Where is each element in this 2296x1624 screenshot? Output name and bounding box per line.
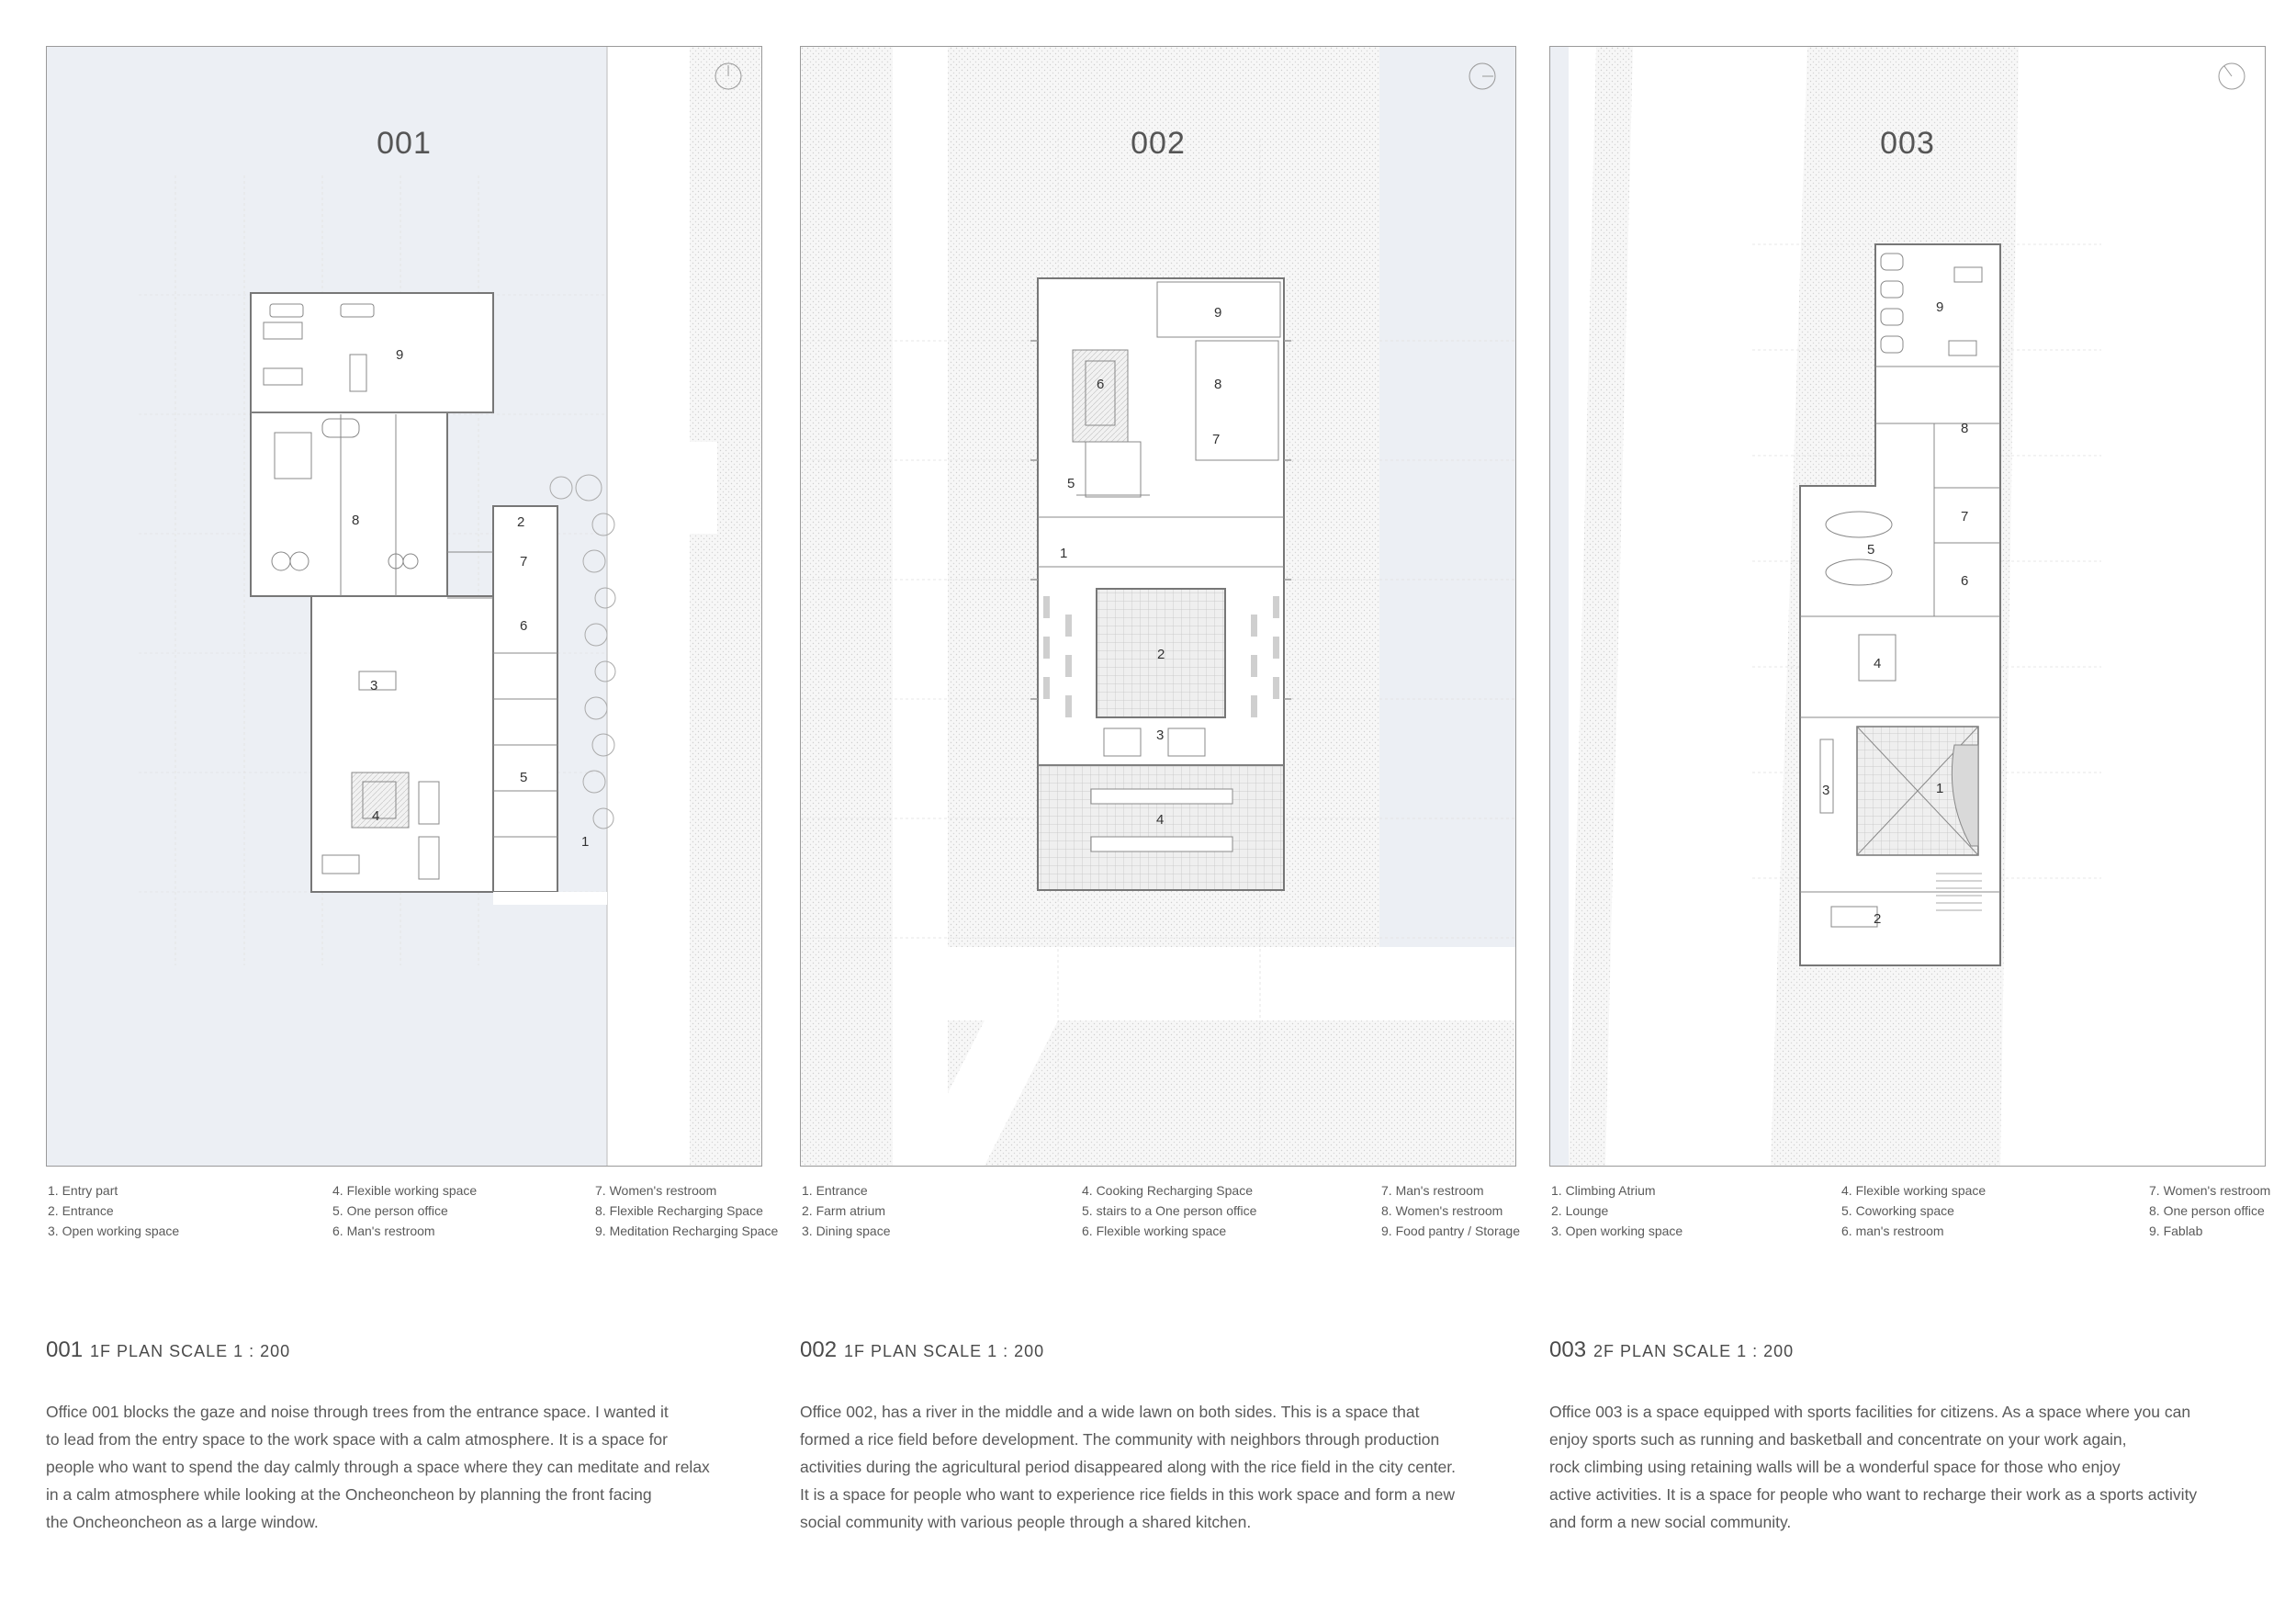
legend-item: 5. One person office (332, 1203, 448, 1218)
legend-item: 2. Entrance (48, 1203, 114, 1218)
plan-001-description (46, 1398, 781, 1536)
legend-item: 3. Dining space (802, 1224, 891, 1238)
legend-item: 6. Flexible working space (1082, 1224, 1227, 1238)
legend-item: 9. Fablab (2149, 1224, 2203, 1238)
room-number: 4 (1874, 656, 1882, 671)
room-number: 9 (1936, 299, 1944, 315)
legend-item: 7. Women's restroom (2149, 1183, 2271, 1198)
room-number: 3 (1822, 783, 1830, 798)
heading-number: 002 (800, 1337, 838, 1362)
room-number: 4 (1156, 812, 1165, 828)
plan-002-panel (800, 46, 1516, 1167)
room-number: 3 (370, 678, 378, 694)
room-number: 6 (1961, 573, 1969, 589)
description-line: Office 003 is a space equipped with sports facilities for citizens. As a space where you can (1549, 1403, 2191, 1421)
plan-001-legend-col-3 (595, 1180, 778, 1241)
plan-002-description (800, 1398, 1535, 1536)
plan-003-description (1549, 1398, 2284, 1536)
legend-item: 1. Climbing Atrium (1551, 1183, 1656, 1198)
legend-item: 7. Man's restroom (1381, 1183, 1484, 1198)
plan-001-legend-col-2 (332, 1180, 477, 1241)
plan-003-panel (1549, 46, 2266, 1167)
plan-003-drawing (1550, 47, 2265, 1166)
description-line: formed a rice field before development. The community with neighbors through production (800, 1430, 1440, 1449)
legend-item: 9. Meditation Recharging Space (595, 1224, 779, 1238)
description-line: to lead from the entry space to the work space with a calm atmosphere. It is a space for (46, 1430, 668, 1449)
room-number: 1 (581, 834, 590, 850)
description-line: in a calm atmosphere while looking at the Oncheoncheon by planning the front facing (46, 1485, 652, 1504)
room-number: 5 (1067, 476, 1075, 491)
room-number: 9 (396, 347, 404, 363)
description-line: It is a space for people who want to experience rice fields in this work space and form a new (800, 1485, 1456, 1504)
legend-item: 3. Open working space (1551, 1224, 1683, 1238)
plan-002-legend-col-1 (802, 1180, 891, 1241)
description-line: enjoy sports such as running and basketball and concentrate on your work again, (1549, 1430, 2127, 1449)
room-number: 1 (1060, 546, 1068, 561)
room-number: 6 (1097, 377, 1105, 392)
legend-item: 6. Man's restroom (332, 1224, 435, 1238)
legend-item: 1. Entry part (48, 1183, 118, 1198)
legend-item: 5. Coworking space (1841, 1203, 1954, 1218)
plan-003-heading (1549, 1337, 1794, 1363)
legend-item: 7. Women's restroom (595, 1183, 717, 1198)
room-number: 7 (520, 554, 528, 570)
room-number: 5 (1867, 542, 1875, 558)
room-number: 7 (1212, 432, 1221, 447)
room-number: 2 (1157, 647, 1165, 662)
room-number: 9 (1214, 305, 1222, 321)
plan-002-drawing (801, 47, 1515, 1166)
room-number: 5 (520, 770, 528, 785)
legend-item: 5. stairs to a One person office (1082, 1203, 1257, 1218)
description-line: and form a new social community. (1549, 1513, 1792, 1531)
room-number: 2 (1874, 911, 1882, 927)
legend-item: 4. Cooking Recharging Space (1082, 1183, 1254, 1198)
legend-item: 4. Flexible working space (1841, 1183, 1986, 1198)
legend-item: 2. Lounge (1551, 1203, 1609, 1218)
description-line: active activities. It is a space for people who want to recharge their work as a sports activity (1549, 1485, 2198, 1504)
description-line: social community with various people through a shared kitchen. (800, 1513, 1252, 1531)
legend-item: 1. Entrance (802, 1183, 868, 1198)
plan-title: 001 (377, 126, 432, 161)
legend-item: 9. Food pantry / Storage (1381, 1224, 1520, 1238)
description-line: Office 001 blocks the gaze and noise through trees from the entrance space. I wanted it (46, 1403, 669, 1421)
heading-number: 001 (46, 1337, 84, 1362)
room-number: 3 (1156, 727, 1165, 743)
plan-002-heading (800, 1337, 1044, 1363)
legend-item: 8. Women's restroom (1381, 1203, 1503, 1218)
room-number: 6 (520, 618, 528, 634)
room-number: 4 (372, 808, 380, 824)
legend-item: 6. man's restroom (1841, 1224, 1944, 1238)
room-number: 1 (1936, 781, 1944, 796)
description-line: the Oncheoncheon as a large window. (46, 1513, 319, 1531)
plan-002-legend-col-3 (1381, 1180, 1520, 1241)
heading-number: 003 (1549, 1337, 1587, 1362)
plan-003-legend-col-2 (1841, 1180, 1986, 1241)
heading-scale: 1F PLAN SCALE 1 : 200 (844, 1342, 1045, 1360)
legend-item: 2. Farm atrium (802, 1203, 886, 1218)
room-number: 2 (517, 514, 525, 530)
room-number: 8 (1961, 421, 1969, 436)
room-number: 7 (1961, 509, 1969, 524)
legend-item: 4. Flexible working space (332, 1183, 478, 1198)
description-line: people who want to spend the day calmly through a space where they can meditate and relax (46, 1458, 710, 1476)
plan-title: 003 (1880, 126, 1935, 161)
room-number: 8 (352, 513, 360, 528)
plan-001-panel (46, 46, 762, 1167)
plan-title: 002 (1131, 126, 1186, 161)
description-line: Office 002, has a river in the middle and a wide lawn on both sides. This is a space that (800, 1403, 1420, 1421)
heading-scale: 1F PLAN SCALE 1 : 200 (90, 1342, 291, 1360)
plan-003-legend-col-3 (2149, 1180, 2270, 1241)
plan-001-heading (46, 1337, 290, 1363)
legend-item: 8. Flexible Recharging Space (595, 1203, 763, 1218)
room-number: 8 (1214, 377, 1222, 392)
legend-item: 8. One person office (2149, 1203, 2265, 1218)
heading-scale: 2F PLAN SCALE 1 : 200 (1593, 1342, 1795, 1360)
legend-item: 3. Open working space (48, 1224, 180, 1238)
plan-002-legend-col-2 (1082, 1180, 1256, 1241)
plan-003-legend-col-1 (1551, 1180, 1683, 1241)
plan-001-drawing (47, 47, 761, 1166)
description-line: rock climbing using retaining walls will be a wonderful space for those who enjoy (1549, 1458, 2121, 1476)
plan-001-legend-col-1 (48, 1180, 179, 1241)
description-line: activities during the agricultural period disappeared along with the rice field in the city center. (800, 1458, 1457, 1476)
